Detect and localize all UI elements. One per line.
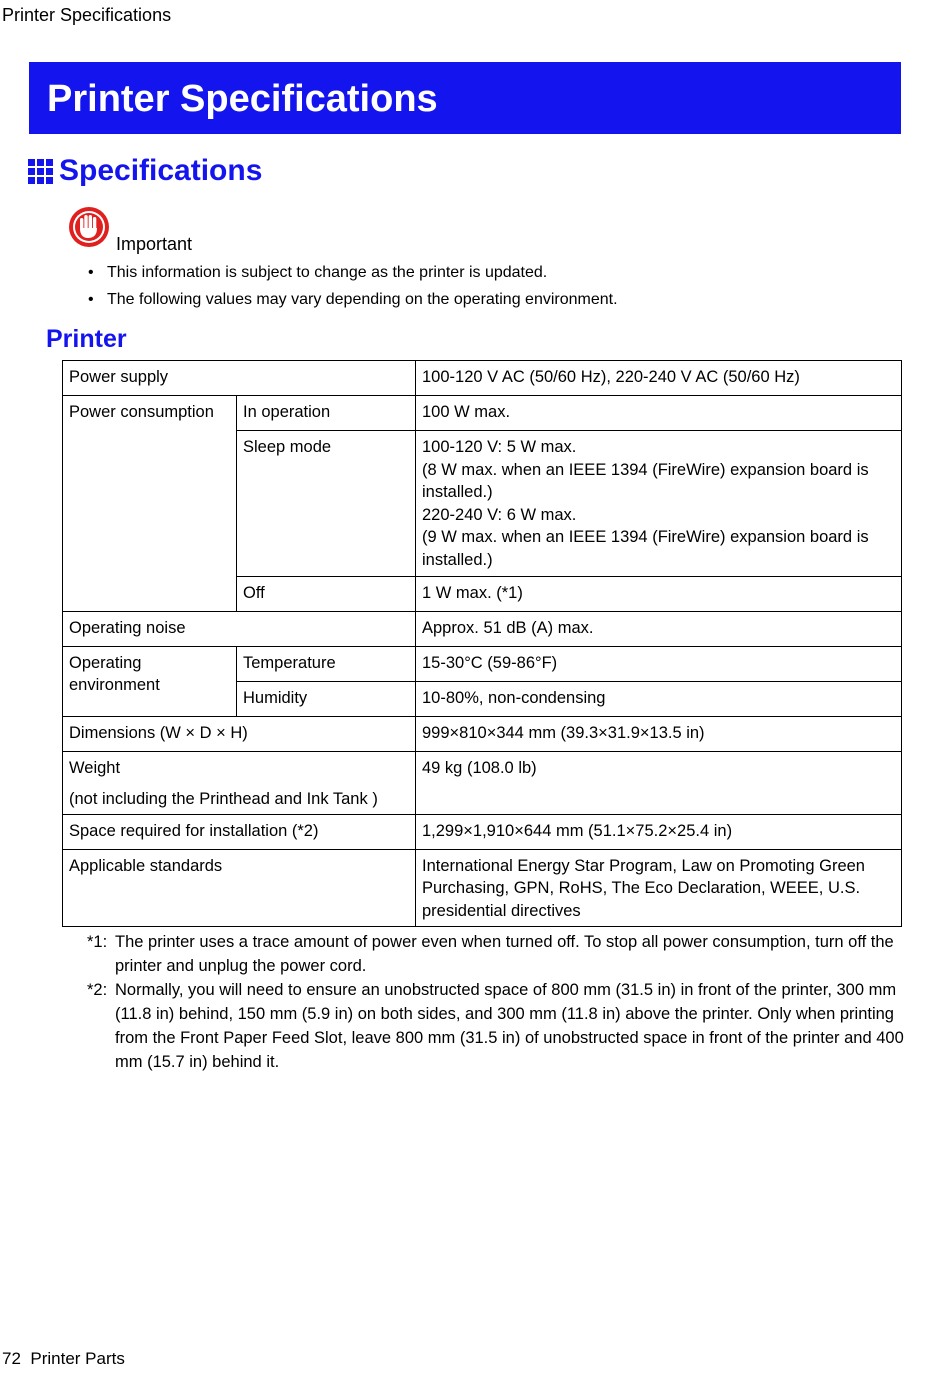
value-line: 220-240 V: 6 W max. <box>422 505 577 524</box>
page-number: 72 <box>2 1349 21 1368</box>
cell-sublabel: In operation <box>237 396 416 431</box>
cell-value: Approx. 51 dB (A) max. <box>416 611 902 646</box>
cell-value: 10-80%, non-condensing <box>416 681 902 716</box>
cell-value: 999×810×344 mm (39.3×31.9×13.5 in) <box>416 716 902 751</box>
table-row <box>63 751 902 814</box>
cell-value: 15-30°C (59-86°F) <box>416 646 902 681</box>
cell-sublabel: Humidity <box>237 681 416 716</box>
running-head: Printer Specifications <box>2 5 172 25</box>
value-line: (8 W max. when an IEEE 1394 (FireWire) expansion board is installed.) <box>422 460 869 502</box>
footer-section: Printer Parts <box>30 1349 125 1368</box>
table-row <box>63 361 902 396</box>
table-row <box>63 814 902 849</box>
cell-label: Applicable standards <box>63 849 416 927</box>
footnote <box>87 978 907 1074</box>
cell-label: Operating environment <box>63 646 237 716</box>
cell-value: 100 W max. <box>416 396 902 431</box>
footnote-text: Normally, you will need to ensure an unobstructed space of 800 mm (31.5 in) in front of the printer, 300 mm (11.8 in) behind, 150 mm (5.9 in) on both sides, and 300 mm (11.8 in) above the printer. Only when printing from the Front Paper Feed Slot, leave 800 mm (31.5 in) of unobstructed space in front of the printer and 400 mm (15.7 in) behind it. <box>115 981 904 1071</box>
important-list <box>88 260 618 313</box>
value-line: (9 W max. when an IEEE 1394 (FireWire) expansion board is installed.) <box>422 528 869 569</box>
table-row <box>63 396 902 431</box>
footnote-text: The printer uses a trace amount of power even when turned off. To stop all power consumption, turn off the printer and unplug the power cord. <box>115 933 894 975</box>
cell-value <box>416 431 902 577</box>
label-line: (not including the Printhead and Ink Tank ) <box>69 789 378 808</box>
cell-value: 49 kg (108.0 lb) <box>416 751 902 814</box>
list-item: • The following values may vary depending on the operating environment. <box>88 287 618 314</box>
cell-value: 1,299×1,910×644 mm (51.1×75.2×25.4 in) <box>416 814 902 849</box>
table-row <box>63 611 902 646</box>
cell-label: Power supply <box>63 361 416 396</box>
specifications-table <box>62 360 902 927</box>
page-title-bar <box>29 62 901 134</box>
table-row <box>63 849 902 927</box>
grid-icon <box>28 159 53 184</box>
table-row <box>63 646 902 681</box>
cell-sublabel: Sleep mode <box>237 431 416 577</box>
page-footer <box>2 1349 125 1369</box>
cell-value: 100-120 V AC (50/60 Hz), 220-240 V AC (50/60 Hz) <box>416 361 902 396</box>
stop-hand-icon <box>67 206 111 253</box>
list-item: • This information is subject to change as the printer is updated. <box>88 260 618 287</box>
cell-label <box>63 751 416 814</box>
value-line: 100-120 V: 5 W max. <box>422 438 577 456</box>
label-line: Weight <box>69 758 121 777</box>
cell-value: 1 W max. (*1) <box>416 576 902 611</box>
footnote-mark: *1: <box>87 933 108 951</box>
footnote-mark: *2: <box>87 981 108 999</box>
page-title: Printer Specifications <box>47 78 438 120</box>
section-heading <box>28 154 262 188</box>
footnotes <box>87 930 907 1074</box>
section-title: Specifications <box>59 154 263 187</box>
cell-label: Power consumption <box>63 396 237 612</box>
cell-sublabel: Off <box>237 576 416 611</box>
cell-sublabel: Temperature <box>237 646 416 681</box>
footnote <box>87 930 907 978</box>
table-row <box>63 716 902 751</box>
cell-value: International Energy Star Program, Law on Promoting Green Purchasing, GPN, RoHS, The Eco Declaration, WEEE, U.S. presidential directives <box>416 849 902 927</box>
cell-label: Space required for installation (*2) <box>63 814 416 849</box>
cell-label: Dimensions (W × D × H) <box>63 716 416 751</box>
cell-label: Operating noise <box>63 611 416 646</box>
important-label: Important <box>116 234 193 254</box>
subsection-title: Printer <box>46 325 127 353</box>
